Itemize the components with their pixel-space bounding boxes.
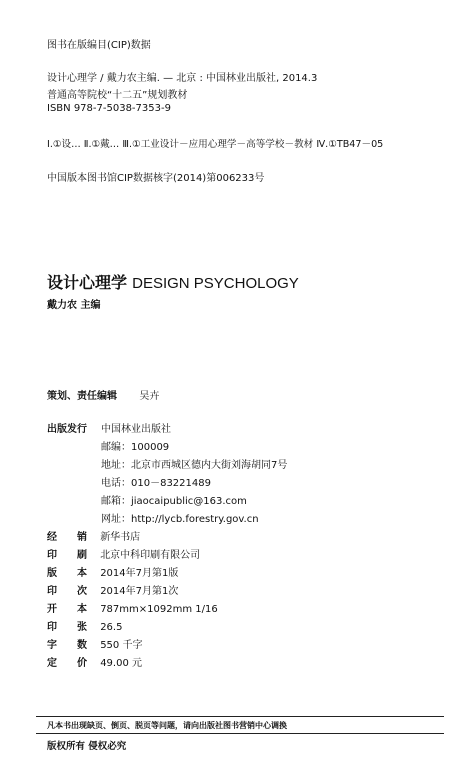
detail-row-price: 定 价 49.00 元 <box>47 654 142 669</box>
detail-row-wordcount: 字 数 550 千字 <box>47 636 142 651</box>
cip-line-4: Ⅰ.①设… Ⅱ.①戴… Ⅲ.①工业设计－应用心理学－高等学校－教材 Ⅳ.①TB47－05 <box>47 139 384 150</box>
book-title-en: DESIGN PSYCHOLOGY <box>132 275 299 292</box>
detail-value: 26.5 <box>100 622 123 633</box>
detail-row-printer: 印 刷 北京中科印刷有限公司 <box>47 546 200 561</box>
cip-line-1: 设计心理学 / 戴力农主编. — 北京 : 中国林业出版社, 2014.3 <box>47 73 318 84</box>
footer-rights: 版权所有 侵权必究 <box>47 741 127 752</box>
publisher-postcode: 邮编：100009 <box>101 442 170 453</box>
footer-notice: 凡本书出现缺页、倒页、脱页等问题，请向出版社图书营销中心调换 <box>47 721 287 730</box>
publisher-name: 中国林业出版社 <box>101 424 171 435</box>
detail-row-printing: 印 次 2014年7月第1次 <box>47 582 178 597</box>
detail-row-format: 开 本 787mm×1092mm 1/16 <box>47 604 218 615</box>
publisher-website: 网址：http://lycb.forestry.gov.cn <box>101 514 259 525</box>
editorial-value: 吴卉 <box>139 391 160 402</box>
cip-heading: 图书在版编目(CIP)数据 <box>47 40 151 51</box>
publisher-label: 出版发行 <box>47 424 87 435</box>
detail-value: 49.00 元 <box>100 658 142 669</box>
detail-value: 550 千字 <box>100 640 143 651</box>
publisher-email: 邮箱：jiaocaipublic@163.com <box>101 496 247 507</box>
book-title <box>47 270 299 293</box>
cip-line-2: 普通高等院校“十二五”规划教材 <box>47 90 188 101</box>
publisher-address: 地址：北京市西城区德内大街刘海胡同7号 <box>101 460 288 471</box>
book-title-cn: 设计心理学 <box>47 273 128 292</box>
cip-line-3: ISBN 978-7-5038-7353-9 <box>47 103 171 114</box>
footer-divider-bottom <box>36 733 444 734</box>
detail-value: 787mm×1092mm 1/16 <box>100 604 218 615</box>
detail-row-edition: 版 本 2014年7月第1版 <box>47 564 178 579</box>
editorial-row <box>47 387 159 402</box>
detail-row-sheets: 印 张 26.5 <box>47 622 123 633</box>
detail-value: 2014年7月第1版 <box>100 568 179 579</box>
book-editor: 戴力农 主编 <box>47 300 101 311</box>
detail-row-distributor: 经 销 新华书店 <box>47 528 140 543</box>
footer-divider-top <box>36 716 444 717</box>
cip-line-5: 中国版本图书馆CIP数据核字(2014)第006233号 <box>47 173 265 184</box>
editorial-label: 策划、责任编辑 <box>47 391 117 402</box>
publisher-phone: 电话：010－83221489 <box>101 478 211 489</box>
detail-value: 2014年7月第1次 <box>100 586 179 597</box>
detail-value: 北京中科印刷有限公司 <box>100 550 201 561</box>
detail-value: 新华书店 <box>100 532 141 543</box>
